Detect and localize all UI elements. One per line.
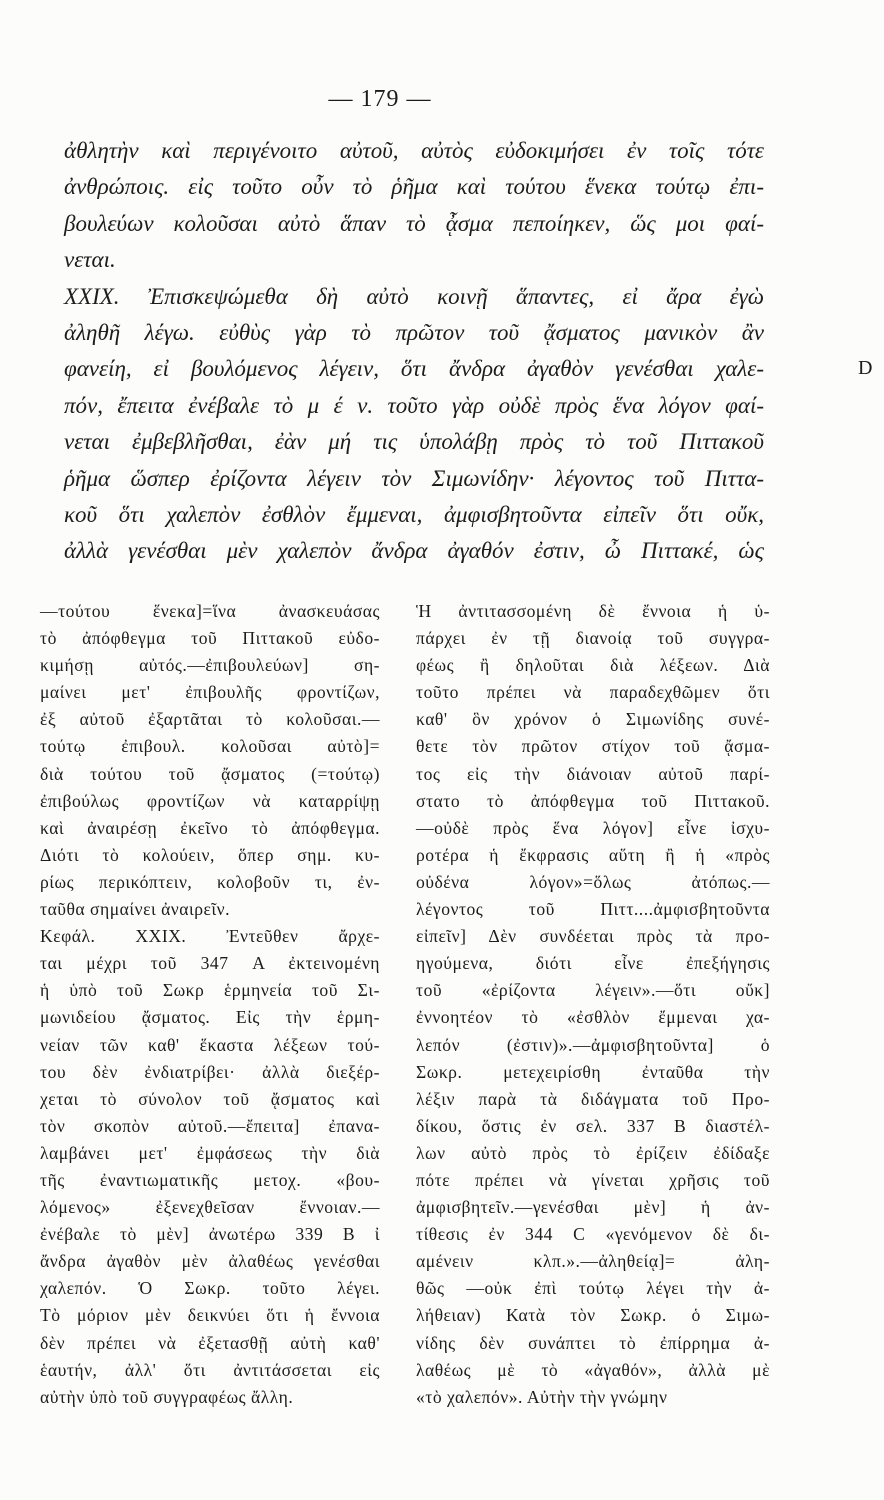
note-line: πάρχει ἐν τῇ διανοίᾳ τοῦ συγγρα- xyxy=(416,628,770,649)
note-line: λων αὐτὸ πρὸς τὸ ἐρίζειν ἐδίδαξε xyxy=(416,1142,770,1163)
note-line: θετε τὸν πρῶτον στίχον τοῦ ᾄσμα- xyxy=(416,736,770,757)
note-line: νίδης δὲν συνάπτει τὸ ἐπίρρημα ἀ- xyxy=(416,1332,770,1353)
note-line: καθ' ὃν χρόνον ὁ Σιμωνίδης συνέ- xyxy=(416,709,770,730)
note-line: «τὸ χαλεπόν». Αὐτὴν τὴν γνώμην xyxy=(416,1386,668,1407)
note-line: τῆς ἐναντιωματικῆς μετοχ. «βου- xyxy=(40,1169,380,1190)
note-line: χαλεπόν. Ὁ Σωκρ. τοῦτο λέγει. xyxy=(40,1278,380,1299)
note-line: ροτέρα ἡ ἔκφρασις αὕτη ἢ ἡ «πρὸς xyxy=(416,844,770,865)
note-line: τούτῳ ἐπιβουλ. κολοῦσαι αὐτὸ]= xyxy=(40,736,380,757)
note-line: λόμενος» ἐξενεχθεῖσαν ἔννοιαν.— xyxy=(40,1197,380,1218)
main-text-line: ἀθλητὴν καὶ περιγένοιτο αὐτοῦ, αὐτὸς εὐδοκιμήσει ἐν τοῖς τότε xyxy=(64,138,764,163)
note-line: διὰ τούτου τοῦ ᾄσματος (=τούτῳ) xyxy=(40,763,380,784)
note-line: αμένειν κλπ.».—ἀληθείᾳ]= ἀλη- xyxy=(416,1251,770,1272)
note-line: πότε πρέπει νὰ γίνεται χρῆσις τοῦ xyxy=(416,1169,770,1190)
page-number: — 179 — xyxy=(328,86,432,112)
note-line: Ἡ ἀντιτασσομένη δὲ ἔννοια ἡ ὑ- xyxy=(416,601,770,621)
main-text-line: κοῦ ὅτι χαλεπὸν ἐσθλὸν ἔμμεναι, ἀμφισβητοῦντα εἰπεῖν ὅτι οὔκ, xyxy=(64,501,764,527)
note-line: μωνιδείου ᾄσματος. Εἰς τὴν ἑρμη- xyxy=(40,1007,380,1028)
note-line: αὐτὴν ὑπὸ τοῦ συγγραφέως ἄλλη. xyxy=(40,1386,294,1407)
note-line: λέγοντος τοῦ Πιττ....ἀμφισβητοῦντα xyxy=(416,899,770,920)
note-line: λαμβάνει μετ' ἐμφάσεως τὴν διὰ xyxy=(40,1142,380,1163)
note-line: φέως ἢ δηλοῦται διὰ λέξεων. Διὰ xyxy=(416,655,770,676)
note-line: δίκου, ὅστις ἐν σελ. 337 B διαστέλ- xyxy=(416,1115,770,1136)
note-line: ἐνέβαλε τὸ μὲν] ἀνωτέρω 339 B ἰ xyxy=(40,1224,380,1245)
main-text-line: πόν, ἔπειτα ἐνέβαλε τὸ μ έ ν. τοῦτο γὰρ οὐδὲ πρὸς ἕνα λόγον φαί- xyxy=(64,392,764,418)
note-line: τοῦ «ἐρίζοντα λέγειν».—ὅτι οὔκ] xyxy=(416,980,770,1001)
main-text xyxy=(64,133,764,570)
note-line: κιμήσῃ αὐτός.—ἐπιβουλεύων] ση- xyxy=(40,655,380,676)
note-line: ἑαυτήν, ἀλλ' ὅτι ἀντιτάσσεται εἰς xyxy=(40,1359,380,1380)
note-line: τοῦτο πρέπει νὰ παραδεχθῶμεν ὅτι xyxy=(416,682,770,703)
main-text-line: νεται ἐμβεβλῆσθαι, ἐὰν μή τις ὑπολάβῃ πρὸς τὸ τοῦ Πιττακοῦ xyxy=(64,429,764,455)
main-text-line: φανείη, εἰ βουλόμενος λέγειν, ὅτι ἄνδρα ἀγαθὸν γενέσθαι χαλε- xyxy=(64,356,764,382)
note-line: ρίως περικόπτειν, κολοβοῦν τι, ἐν- xyxy=(40,871,380,892)
note-line: τος εἰς τὴν διάνοιαν αὐτοῦ παρί- xyxy=(416,763,770,784)
note-line: λεπόν (ἐστιν)».—ἀμφισβητοῦντα] ὁ xyxy=(416,1034,770,1055)
note-line: τίθεσις ἐν 344 C «γενόμενον δὲ δι- xyxy=(416,1224,770,1245)
note-line: ἀμφισβητεῖν.—γενέσθαι μὲν] ἡ ἀν- xyxy=(416,1197,770,1218)
note-line: καὶ ἀναιρέσῃ ἐκεῖνο τὸ ἀπόφθεγμα. xyxy=(40,817,380,838)
note-line: νείαν τῶν καθ' ἕκαστα λέξεων τού- xyxy=(40,1034,380,1055)
note-line: χεται τὸ σύνολον τοῦ ᾄσματος καὶ xyxy=(40,1088,380,1109)
note-line: εἰπεῖν] Δὲν συνδέεται πρὸς τὰ προ- xyxy=(416,926,770,947)
note-line: —τούτου ἕνεκα]=ἵνα ἀνασκευάσας xyxy=(40,601,380,621)
note-line: οὐδένα λόγον»=ὅλως ἀτόπως.— xyxy=(416,871,770,892)
note-line: στατο τὸ ἀπόφθεγμα τοῦ Πιττακοῦ. xyxy=(416,790,770,811)
note-line: ἄνδρα ἀγαθὸν μὲν ἀλαθέως γενέσθαι xyxy=(40,1251,380,1272)
note-line: ταῦθα σημαίνει ἀναιρεῖν. xyxy=(40,899,230,920)
note-line: δὲν πρέπει νὰ ἐξετασθῇ αὐτὴ καθ' xyxy=(40,1332,380,1353)
note-line: λαθέως μὲ τὸ «ἀγαθόν», ἀλλὰ μὲ xyxy=(416,1359,770,1380)
commentary-left-column xyxy=(40,598,380,1411)
note-line: —οὐδὲ πρὸς ἕνα λόγον] εἶνε ἰσχυ- xyxy=(416,817,770,838)
main-text-line: ἀνθρώποις. εἰς τοῦτο οὖν τὸ ῥῆμα καὶ τούτου ἕνεκα τούτῳ ἐπι- xyxy=(64,174,764,200)
commentary-right-column xyxy=(416,598,770,1411)
note-line: θῶς —οὐκ ἐπὶ τούτῳ λέγει τὴν ἀ- xyxy=(416,1278,770,1299)
note-line: ἡ ὑπὸ τοῦ Σωκρ ἑρμηνεία τοῦ Σι- xyxy=(40,980,380,1001)
note-line: Τὸ μόριον μὲν δεικνύει ὅτι ἡ ἔννοια xyxy=(40,1305,380,1326)
note-line: λέξιν παρὰ τὰ διδάγματα τοῦ Προ- xyxy=(416,1088,770,1109)
note-line: ηγούμενα, διότι εἶνε ἐπεξήγησις xyxy=(416,953,770,974)
main-text-line: ἀληθῆ λέγω. εὐθὺς γὰρ τὸ πρῶτον τοῦ ᾄσματος μανικὸν ἂν xyxy=(64,319,764,345)
main-text-line: βουλεύων κολοῦσαι αὐτὸ ἅπαν τὸ ᾆσμα πεποίηκεν, ὥς μοι φαί- xyxy=(64,210,764,236)
note-line: λήθειαν) Κατὰ τὸν Σωκρ. ὁ Σιμω- xyxy=(416,1305,770,1326)
note-line: τὸν σκοπὸν αὐτοῦ.—ἔπειτα] ἐπανα- xyxy=(40,1115,380,1136)
chapter-heading-line: XXIX. Ἐπισκεψώμεθα δὴ αὐτὸ κοινῇ ἅπαντες, εἰ ἄρα ἐγὼ xyxy=(64,283,764,309)
stephanus-margin-letter: D xyxy=(858,357,873,379)
note-line: ἐξ αὐτοῦ ἐξαρτᾶται τὸ κολοῦσαι.— xyxy=(40,709,380,730)
note-line: Διότι τὸ κολούειν, ὅπερ σημ. κυ- xyxy=(40,844,380,865)
note-line: του δὲν ἐνδιατρίβει· ἀλλὰ διεξέρ- xyxy=(40,1061,380,1082)
main-text-line: ῥῆμα ὥσπερ ἐρίζοντα λέγειν τὸν Σιμωνίδην· λέγοντος τοῦ Πιττα- xyxy=(64,465,764,491)
note-line: μαίνει μετ' ἐπιβουλῆς φροντίζων, xyxy=(40,682,380,703)
note-line: τὸ ἀπόφθεγμα τοῦ Πιττακοῦ εὐδο- xyxy=(40,628,380,649)
note-line: ται μέχρι τοῦ 347 A ἐκτεινομένη xyxy=(40,953,380,974)
main-text-line: νεται. xyxy=(64,247,116,273)
note-line: ἐπιβούλως φροντίζων νὰ καταρρίψῃ xyxy=(40,790,380,811)
note-line: ἐννοητέον τὸ «ἐσθλὸν ἔμμεναι χα- xyxy=(416,1007,770,1028)
note-line: Κεφάλ. XXIX. Ἐντεῦθεν ἄρχε- xyxy=(40,926,380,947)
note-line: Σωκρ. μετεχειρίσθη ἐνταῦθα τὴν xyxy=(416,1061,770,1082)
main-text-line: ἀλλὰ γενέσθαι μὲν χαλεπὸν ἄνδρα ἀγαθόν ἐστιν, ὦ Πιττακέ, ὡς xyxy=(64,538,764,564)
